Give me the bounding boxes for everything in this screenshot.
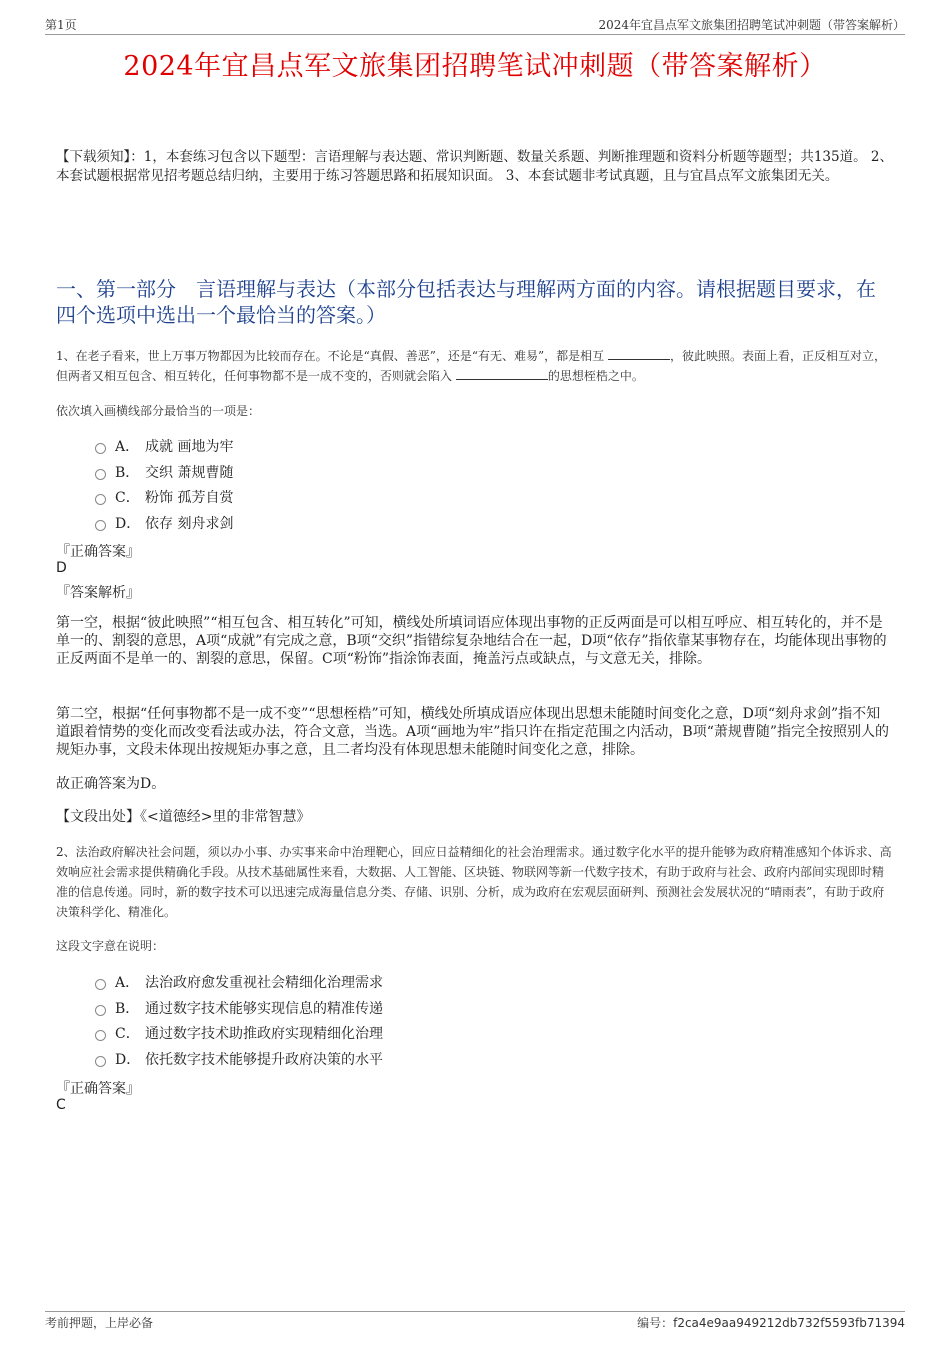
answer-blank-1 xyxy=(608,347,670,360)
footer-code-label: 编号： xyxy=(637,1316,674,1330)
question-1-prompt: 依次填入画横线部分最恰当的一项是： xyxy=(56,404,261,418)
option-letter: C． xyxy=(115,490,140,507)
option-text: 通过数字技术助推政府实现精细化治理 xyxy=(145,1026,383,1043)
document-title: 2024年宜昌点军文旅集团招聘笔试冲刺题（带答案解析） xyxy=(123,51,827,82)
analysis-paragraph-2: 第二空，根据“任何事物都不是一成不变”“思想桎梏”可知，横线处所填成语应体现出思想未能随时间变化之意，D项“刻舟求剑”指不知道跟着情势的变化而改变看法或办法，符合文意，当选。A项“画地为牢”指只许在指定范围之内活动，B项“萧规曹随”指完全按照别人的规矩办事，文段未体现出按规矩办事之意，且二者均没有体现思想未能随时间变化之意，排除。 xyxy=(56,706,890,758)
footer-divider xyxy=(45,1311,905,1312)
footer-code-value: f2ca4e9aa949212db732f5593fb71394 xyxy=(673,1316,905,1330)
option-text: 依存 刻舟求剑 xyxy=(145,516,234,533)
option-text: 粉饰 孤芳自赏 xyxy=(145,490,234,507)
radio-button[interactable] xyxy=(95,979,106,990)
option-text: 依托数字技术能够提升政府决策的水平 xyxy=(145,1052,383,1069)
option-letter: B． xyxy=(115,1000,140,1017)
option-letter: B． xyxy=(115,464,140,481)
page-header xyxy=(45,14,905,35)
question-2-text: 2、法治政府解决社会问题，须以办小事、办实事来命中治理靶心，回应日益精细化的社会治理需求。通过数字化水平的提升能够为政府精准感知个体诉求、高效响应社会需求提供精确化手段。从技术基础属性来看，大数据、人工智能、区块链、物联网等新一代数字技术，有助于政府与社会、政府内部间实现即时精准的信息传递。同时，新的数字技术可以迅速完成海量信息分类、存储、识别、分析，成为政府在宏观层面研判、预测社会发展状况的“晴雨表”，有助于政府决策科学化、精准化。 xyxy=(56,845,892,919)
radio-button[interactable] xyxy=(95,1005,106,1016)
radio-button[interactable] xyxy=(95,494,106,505)
correct-answer: C xyxy=(56,1097,66,1113)
page-number: 第1页 xyxy=(45,18,77,32)
option-letter: A． xyxy=(115,975,140,991)
answer-blank-2 xyxy=(456,367,548,380)
footer-slogan: 考前押题，上岸必备 xyxy=(45,1316,154,1330)
radio-button[interactable] xyxy=(95,1030,106,1041)
option-text: 法治政府愈发重视社会精细化治理需求 xyxy=(145,975,383,991)
question-1-text xyxy=(56,346,894,386)
correct-answer: D xyxy=(56,560,67,576)
download-notice: 【下载须知】：1，本套练习包含以下题型：言语理解与表达题、常识判断题、数量关系题、判断推理题和资料分析题等题型；共135道。 2、本套试题根据常见招考题总结归纳，主要用于练习答题思路和拓展知识面。 3、本套试题非考试真题，且与宜昌点军文旅集团无关。 xyxy=(56,149,893,184)
correct-answer-label: 『正确答案』 xyxy=(56,1081,140,1097)
question-2-prompt: 这段文字意在说明： xyxy=(56,939,165,953)
analysis-conclusion: 故正确答案为D。 xyxy=(56,776,166,792)
question-1-text-b: ，彼此映照。表面上看，正反相互对立，但两者又相互包含、相互转化，任何事物都不是一成不变的，否则就会陷入 xyxy=(56,349,887,383)
option-letter: D． xyxy=(115,1052,141,1069)
radio-button[interactable] xyxy=(95,520,106,531)
text-source: 【文段出处】《<道德经>里的非常智慧》 xyxy=(56,809,311,825)
radio-button[interactable] xyxy=(95,469,106,480)
option-letter: D． xyxy=(115,516,141,533)
correct-answer-label: 『正确答案』 xyxy=(56,544,140,560)
option-text: 交织 萧规曹随 xyxy=(145,464,234,481)
analysis-label: 『答案解析』 xyxy=(56,585,140,601)
option-letter: A． xyxy=(115,439,140,455)
header-doc-title: 2024年宜昌点军文旅集团招聘笔试冲刺题（带答案解析） xyxy=(598,18,905,32)
analysis-paragraph-1: 第一空，根据“彼此映照”“相互包含、相互转化”可知，横线处所填词语应体现出事物的正反两面是可以相互呼应、相互转化的，并不是单一的、割裂的意思，A项“成就”有完成之意，B项“交织”指错综复杂地结合在一起，D项“依存”指依靠某事物存在，均能体现出事物的正反两面不是单一的、割裂的意思，保留。C项“粉饰”指涂饰表面，掩盖污点或缺点，与文意无关，排除。 xyxy=(56,615,887,667)
option-letter: C． xyxy=(115,1026,140,1043)
question-1-text-a: 1、在老子看来，世上万事万物都因为比较而存在。不论是“真假、善恶”，还是“有无、难易”，都是相互 xyxy=(56,349,605,363)
radio-button[interactable] xyxy=(95,443,106,454)
section-title: 一、第一部分 言语理解与表达（本部分包括表达与理解两方面的内容。请根据题目要求，在四个选项中选出一个最恰当的答案。） xyxy=(56,277,876,327)
option-text: 通过数字技术能够实现信息的精准传递 xyxy=(145,1000,383,1017)
footer-code xyxy=(637,1314,905,1331)
radio-button[interactable] xyxy=(95,1056,106,1067)
question-1-text-c: 的思想桎梏之中。 xyxy=(547,369,644,383)
option-text: 成就 画地为牢 xyxy=(145,439,234,455)
